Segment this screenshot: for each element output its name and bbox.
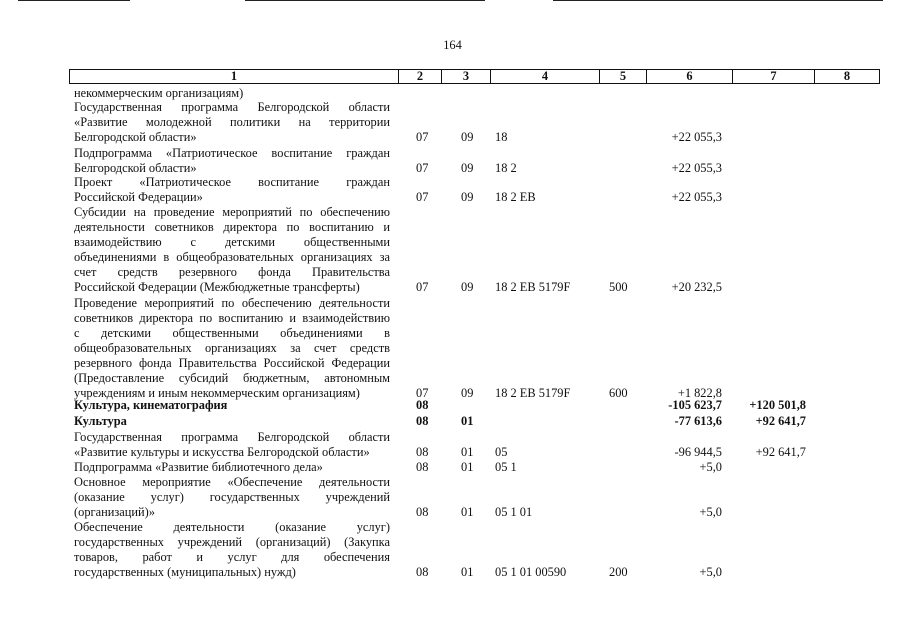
cell-col-3: 01 (461, 445, 474, 459)
row-description-line: Проект «Патриотическое воспитание граждан (74, 175, 390, 189)
row-description-line: советников директора по воспитанию и взаимодействию (74, 311, 390, 325)
header-col-5: 5 (599, 70, 646, 83)
cell-col-3: 09 (461, 386, 474, 400)
cell-col-6: -96 944,5 (674, 445, 722, 459)
cell-col-2: 08 (416, 565, 429, 579)
cell-col-6: +22 055,3 (671, 190, 722, 204)
row-description-line: с детскими общественными объединениями в (74, 326, 390, 340)
cell-col-2: 07 (416, 280, 429, 294)
row-description-line: Подпрограмма «Развитие библиотечного дела» (74, 460, 323, 474)
cell-col-7: +92 641,7 (755, 445, 806, 459)
row-description-line: общеобразовательных организациях за счет средств (74, 341, 390, 355)
cell-col-5: 600 (609, 386, 628, 400)
cell-col-6: +20 232,5 (671, 280, 722, 294)
row-description-line: Культура, кинематография (74, 398, 228, 412)
row-description-line: Белгородской области» (74, 161, 197, 175)
cell-col-2: 07 (416, 386, 429, 400)
row-description-line: Белгородской области» (74, 130, 197, 144)
cell-col-6: +22 055,3 (671, 161, 722, 175)
row-description-line: (организаций)» (74, 505, 155, 519)
row-description-line: резервного фонда Правительства Российской Федерации (74, 356, 390, 370)
row-description-line: Государственная программа Белгородской области (74, 430, 390, 444)
cell-col-5: 200 (609, 565, 628, 579)
cell-col-2: 08 (416, 414, 429, 428)
row-description-line: государственных (муниципальных) нужд) (74, 565, 296, 579)
cell-col-2: 08 (416, 505, 429, 519)
table-header (69, 69, 880, 84)
header-col-1: 1 (230, 69, 238, 83)
header-col-3: 3 (441, 70, 490, 83)
row-description-line: Обеспечение деятельности (оказание услуг) (74, 520, 390, 534)
row-description-line: деятельности советников директора по воспитанию и (74, 220, 390, 234)
cell-col-6: -105 623,7 (668, 398, 722, 412)
header-col-8: 8 (814, 70, 879, 83)
cell-col-6: +22 055,3 (671, 130, 722, 144)
cell-col-3: 09 (461, 280, 474, 294)
row-description-line: объединениями в общеобразовательных организациях за (74, 250, 390, 264)
cell-col-4: 05 1 01 00590 (495, 565, 567, 579)
row-description-line: Российской Федерации» (74, 190, 203, 204)
row-description-line: Подпрограмма «Патриотическое воспитание граждан (74, 146, 390, 160)
cell-col-3: 09 (461, 190, 474, 204)
cell-col-3: 01 (461, 414, 474, 428)
row-description-line: (Предоставление субсидий бюджетным, автономным (74, 371, 390, 385)
cell-col-2: 08 (416, 398, 429, 412)
header-col-6: 6 (646, 70, 732, 83)
row-description-line: «Развитие культуры и искусства Белгородской области» (74, 445, 370, 459)
cell-col-6: +5,0 (699, 565, 722, 579)
header-col-2: 2 (398, 70, 441, 83)
cell-col-2: 07 (416, 161, 429, 175)
row-description-line: Основное мероприятие «Обеспечение деятельности (74, 475, 390, 489)
row-description-line: взаимодействию с детскими общественными (74, 235, 390, 249)
cell-col-6: -77 613,6 (674, 414, 722, 428)
top-rule-left (18, 0, 130, 1)
cell-col-3: 01 (461, 565, 474, 579)
row-description-line: Российской Федерации (Межбюджетные трансферты) (74, 280, 360, 294)
cell-col-6: +1 822,8 (677, 386, 722, 400)
cell-col-6: +5,0 (699, 505, 722, 519)
row-description-line: Культура (74, 414, 127, 428)
cell-col-3: 09 (461, 130, 474, 144)
cell-col-2: 08 (416, 460, 429, 474)
top-rule-mid (245, 0, 485, 1)
row-description-line: счет средств резервного фонда Правительства (74, 265, 390, 279)
cell-col-4: 18 2 ЕВ 5179F (495, 386, 571, 400)
cell-col-4: 18 2 (495, 161, 517, 175)
cell-col-2: 08 (416, 445, 429, 459)
cell-col-4: 05 (495, 445, 508, 459)
cell-col-4: 18 2 ЕВ 5179F (495, 280, 571, 294)
cell-col-4: 18 2 ЕВ (495, 190, 536, 204)
cell-col-3: 09 (461, 161, 474, 175)
cell-col-7: +92 641,7 (755, 414, 806, 428)
row-description-line: некоммерческим организациям) (74, 86, 244, 100)
page-number: 164 (443, 38, 462, 52)
cell-col-3: 01 (461, 505, 474, 519)
cell-col-7: +120 501,8 (749, 398, 806, 412)
header-col-7: 7 (732, 70, 814, 83)
cell-col-4: 05 1 01 (495, 505, 533, 519)
row-description-line: товаров, работ и услуг для обеспечения (74, 550, 390, 564)
cell-col-2: 07 (416, 130, 429, 144)
cell-col-3: 01 (461, 460, 474, 474)
cell-col-4: 05 1 (495, 460, 517, 474)
header-col-4: 4 (490, 70, 599, 83)
row-description-line: государственных учреждений (организаций) (Закупка (74, 535, 390, 549)
row-description-line: Проведение мероприятий по обеспечению деятельности (74, 296, 390, 310)
row-description-line: Государственная программа Белгородской области (74, 100, 390, 114)
row-description-line: учреждениям и иным некоммерческим организациям) (74, 386, 360, 400)
top-rule-right (553, 0, 883, 1)
row-description-line: «Развитие молодежной политики на территории (74, 115, 390, 129)
cell-col-6: +5,0 (699, 460, 722, 474)
row-description-line: Субсидии на проведение мероприятий по обеспечению (74, 205, 390, 219)
cell-col-2: 07 (416, 190, 429, 204)
cell-col-5: 500 (609, 280, 628, 294)
row-description-line: (оказание услуг) государственных учреждений (74, 490, 390, 504)
cell-col-4: 18 (495, 130, 508, 144)
